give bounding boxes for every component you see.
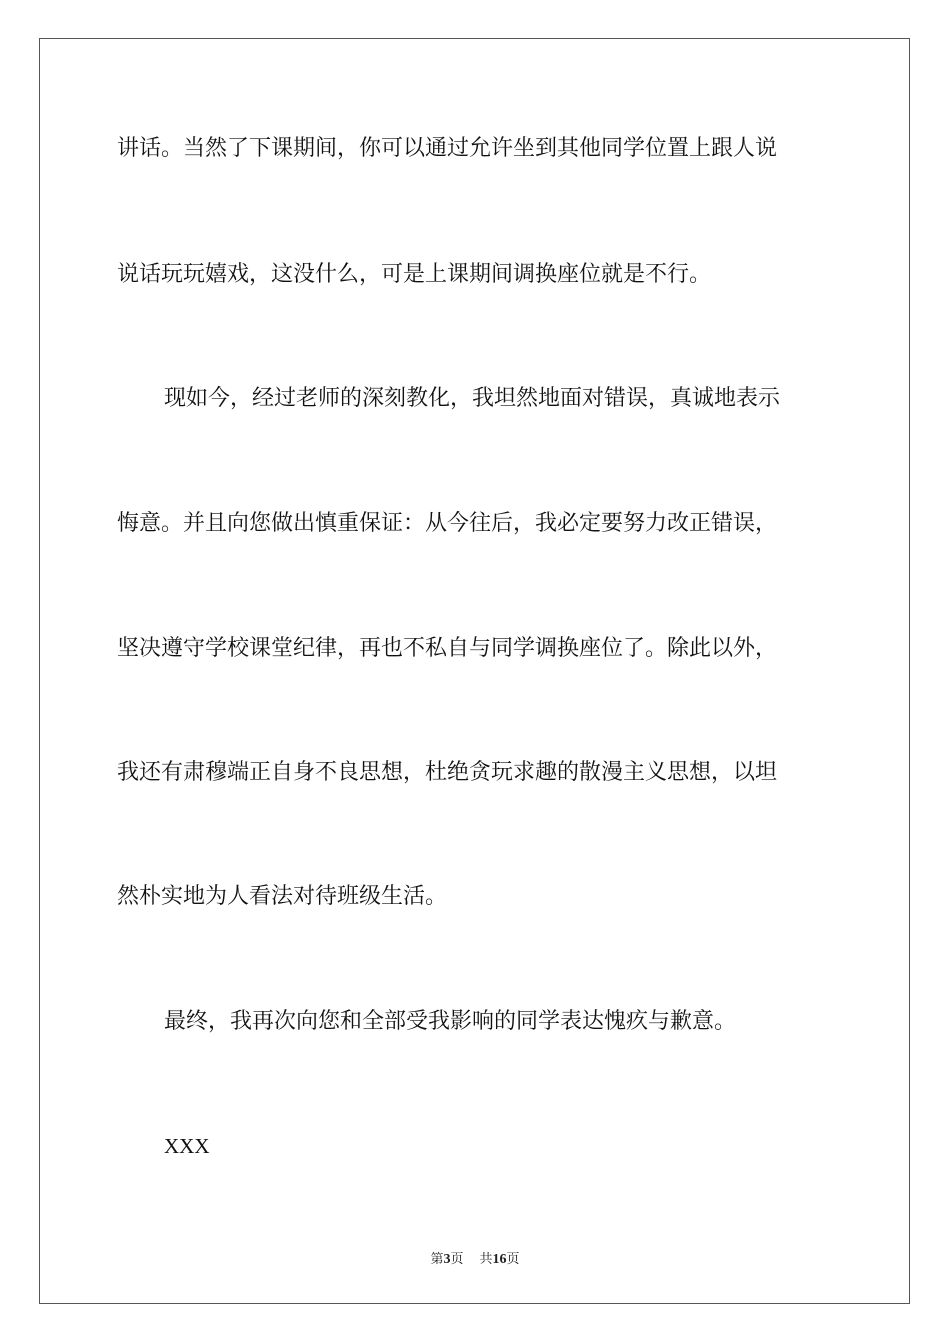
text-line-4: 悔意。并且向您做出慎重保证：从今往后，我必定要努力改正错误， <box>117 511 778 536</box>
text-line-5: 坚决遵守学校课堂纪律，再也不私自与同学调换座位了。除此以外， <box>117 636 778 661</box>
footer-page-suffix: 页 <box>450 1252 464 1267</box>
text-line-2: 说话玩玩嬉戏，这没什么，可是上课期间调换座位就是不行。 <box>117 262 712 287</box>
footer-page-prefix: 第 <box>430 1252 444 1267</box>
footer-total-suffix: 页 <box>506 1252 520 1267</box>
page-footer <box>0 1248 950 1268</box>
text-line-3: 现如今，经过老师的深刻教化，我坦然地面对错误，真诚地表示 <box>164 386 781 411</box>
text-line-7: 然朴实地为人看法对待班级生活。 <box>117 884 448 909</box>
text-line-6: 我还有肃穆端正自身不良思想，杜绝贪玩求趣的散漫主义思想，以坦 <box>117 760 778 785</box>
page-border <box>39 38 910 1304</box>
footer-total-pages: 16 <box>492 1252 507 1267</box>
footer-total-prefix: 共 <box>479 1252 493 1267</box>
signature: XXX <box>164 1134 210 1158</box>
text-line-1: 讲话。当然了下课期间，你可以通过允许坐到其他同学位置上跟人说 <box>117 136 778 161</box>
footer-page-number: 3 <box>443 1252 451 1267</box>
text-line-8: 最终，我再次向您和全部受我影响的同学表达愧疚与歉意。 <box>164 1009 737 1034</box>
